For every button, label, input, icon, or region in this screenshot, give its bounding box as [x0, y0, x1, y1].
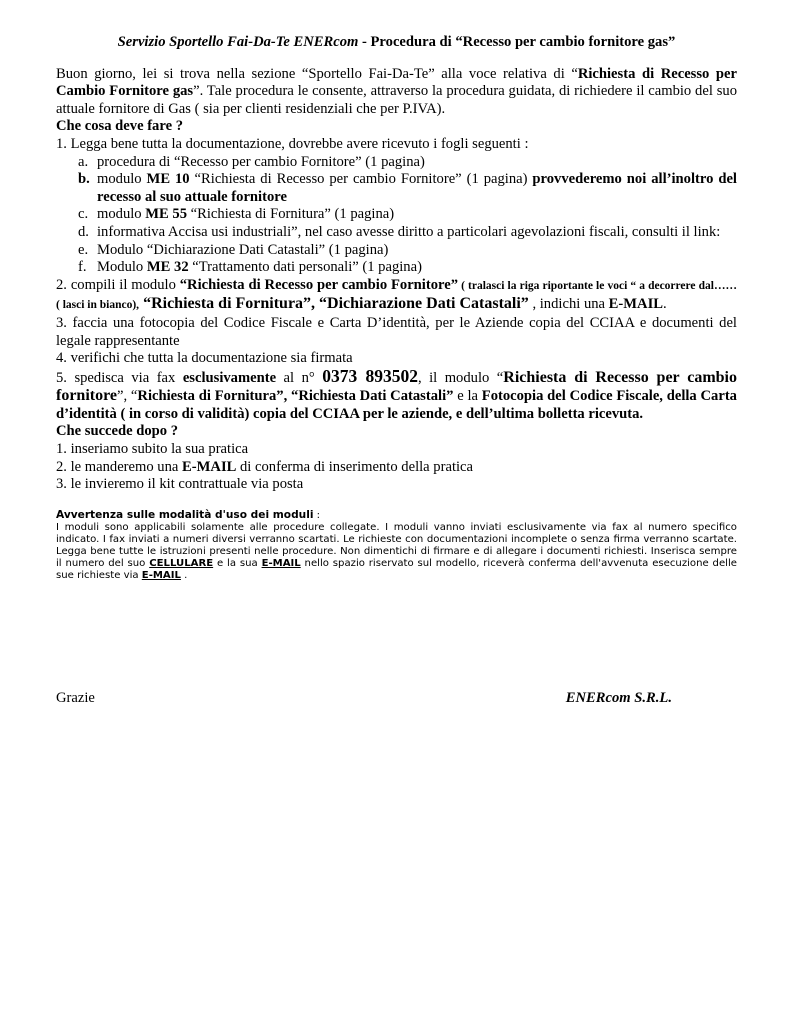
- step-5: [56, 365, 737, 424]
- cellulare-label: CELLULARE: [149, 557, 214, 569]
- step-text: e la: [453, 388, 482, 405]
- item-text: procedura di “Recesso per cambio Fornitore” (1 pagina): [97, 153, 425, 170]
- document-item-b: [78, 171, 737, 206]
- item-text: informativa Accisa usi industriali”, nel caso avesse diritto a particolari agevolazioni fiscali, consulti il link:: [97, 223, 721, 240]
- step-text: 2. compili il modulo: [56, 276, 180, 293]
- item-marker: f.: [78, 259, 87, 276]
- item-text: modulo: [97, 206, 146, 223]
- fax-number: 0373 893502: [322, 365, 418, 386]
- documents-list: [56, 154, 737, 277]
- item-marker: e.: [78, 241, 89, 258]
- document-title: [56, 34, 737, 52]
- emphasis: esclusivamente: [182, 369, 277, 386]
- required-documents: Fotocopia del Codice Fiscale, della Carta d’identità ( in corso di validità) copia del CCIAA per le aziende, e dell’ultima bolletta ricevuta.: [56, 388, 737, 422]
- warning-text-part: nello spazio riservato sul modello, riceverà conferma dell'avvenuta esecuzione delle sue richieste via: [56, 557, 737, 581]
- step-text: , indichi una: [528, 296, 609, 313]
- warning-title-colon: :: [313, 509, 321, 521]
- email-label: E-MAIL: [182, 458, 237, 475]
- step-note: ( tralasci la riga riportante le voci “ a decorrere dal…… ( lasci in bianco),: [56, 279, 737, 312]
- item-text: modulo: [97, 171, 147, 188]
- next-step-2: [56, 459, 737, 477]
- form-name: “Richiesta di Recesso per cambio Fornitore”: [179, 276, 458, 293]
- warning-box: [56, 509, 737, 582]
- item-note: provvederemo noi all’inoltro del recesso al suo attuale fornitore: [97, 171, 737, 205]
- form-code: ME 55: [145, 206, 188, 223]
- document-item-c: [78, 206, 737, 224]
- form-names: Richiesta di Fornitura”, “Richiesta Dati Catastali”: [137, 388, 454, 405]
- step-1: 1. Legga bene tutta la documentazione, dovrebbe avere ricevuto i fogli seguenti :: [56, 135, 529, 152]
- company-name: ENERcom S.R.L.: [565, 690, 672, 706]
- step-text: di conferma di inserimento della pratica: [236, 458, 474, 475]
- step-text: ”, “: [117, 388, 138, 405]
- step-text: .: [663, 296, 667, 313]
- step-text: , il modulo “: [417, 369, 504, 386]
- title-separator: -: [358, 34, 371, 50]
- email-label: E-MAIL: [141, 569, 181, 581]
- warning-text-part: .: [180, 569, 188, 581]
- item-text: “Trattamento dati personali” (1 pagina): [188, 259, 422, 276]
- step-text: 2. le manderemo una: [56, 458, 183, 475]
- item-text: Modulo “Dichiarazione Dati Catastali” (1 pagina): [97, 241, 389, 258]
- what-to-do-heading: Che cosa deve fare ?: [56, 118, 183, 135]
- form-names: “Richiesta di Fornitura”, “Dichiarazione Dati Catastali”: [139, 295, 529, 313]
- warning-title: [56, 509, 737, 522]
- item-marker: b.: [78, 171, 90, 188]
- step-2: [56, 277, 737, 315]
- intro-paragraph: [56, 66, 737, 119]
- step-text: 5. spedisca via fax: [56, 369, 183, 386]
- intro-text-end: ”. Tale procedura le consente, attraverso la procedura guidata, di richiedere il cambio del suo attuale fornitore di Gas ( sia per clienti residenziali che per P.IVA).: [56, 83, 737, 117]
- title-procedure-name: Procedura di “Recesso per cambio fornitore gas”: [370, 34, 676, 50]
- email-label: E-MAIL: [261, 557, 301, 569]
- item-text: “Richiesta di Recesso per cambio Fornitore” (1 pagina): [189, 171, 533, 188]
- step-text: al n°: [276, 369, 323, 386]
- thanks-text: Grazie: [56, 690, 95, 706]
- what-next-heading: Che succede dopo ?: [56, 423, 179, 440]
- intro-text-start: Buon giorno, lei si trova nella sezione “Sportello Fai-Da-Te” alla voce relativa di “: [56, 65, 578, 82]
- item-marker: a.: [78, 153, 89, 170]
- intro-procedure-name: Richiesta di Recesso per Cambio Fornitore gas: [56, 65, 737, 100]
- item-text: Modulo: [97, 259, 147, 276]
- warning-text-part: I moduli sono applicabili solamente alle procedure collegate. I moduli vanno inviati esclusivamente via fax al numero specifico indicato. I fax inviati a numeri diversi verranno scartati. Le richieste con documentazioni incomplete o senza firma verranno scartate. Legga bene tutte le istruzioni presenti nelle procedure. Non dimentichi di firmare e di allegare i documenti richiesti. Inserisca sempre il numero del suo: [56, 521, 737, 569]
- warning-text-part: e la sua: [213, 557, 262, 569]
- step-4: 4. verifichi che tutta la documentazione sia firmata: [56, 350, 353, 367]
- title-service-name: Servizio Sportello Fai-Da-Te ENERcom: [117, 34, 359, 50]
- next-step-3: 3. le invieremo il kit contrattuale via posta: [56, 476, 304, 493]
- form-code: ME 10: [146, 171, 190, 188]
- step-3: 3. faccia una fotocopia del Codice Fiscale e Carta D’identità, per le Aziende copia del CCIAA e documenti del legale rappresentante: [56, 314, 737, 349]
- item-marker: c.: [78, 206, 89, 223]
- next-step-1: 1. inseriamo subito la sua pratica: [56, 441, 249, 458]
- email-label: E-MAIL: [608, 296, 663, 313]
- item-text: “Richiesta di Fornitura” (1 pagina): [187, 206, 395, 223]
- document-item-f: [78, 259, 737, 277]
- form-code: ME 32: [146, 259, 189, 276]
- warning-title-text: Avvertenza sulle modalità d'uso dei moduli: [56, 508, 314, 521]
- document-item-e: [78, 242, 737, 260]
- item-marker: d.: [78, 223, 89, 240]
- warning-text: [56, 522, 737, 582]
- document-body: [56, 34, 737, 582]
- document-item-d: [78, 224, 737, 242]
- form-name: Richiesta di Recesso per cambio fornitore: [56, 368, 737, 405]
- document-item-a: [78, 154, 737, 172]
